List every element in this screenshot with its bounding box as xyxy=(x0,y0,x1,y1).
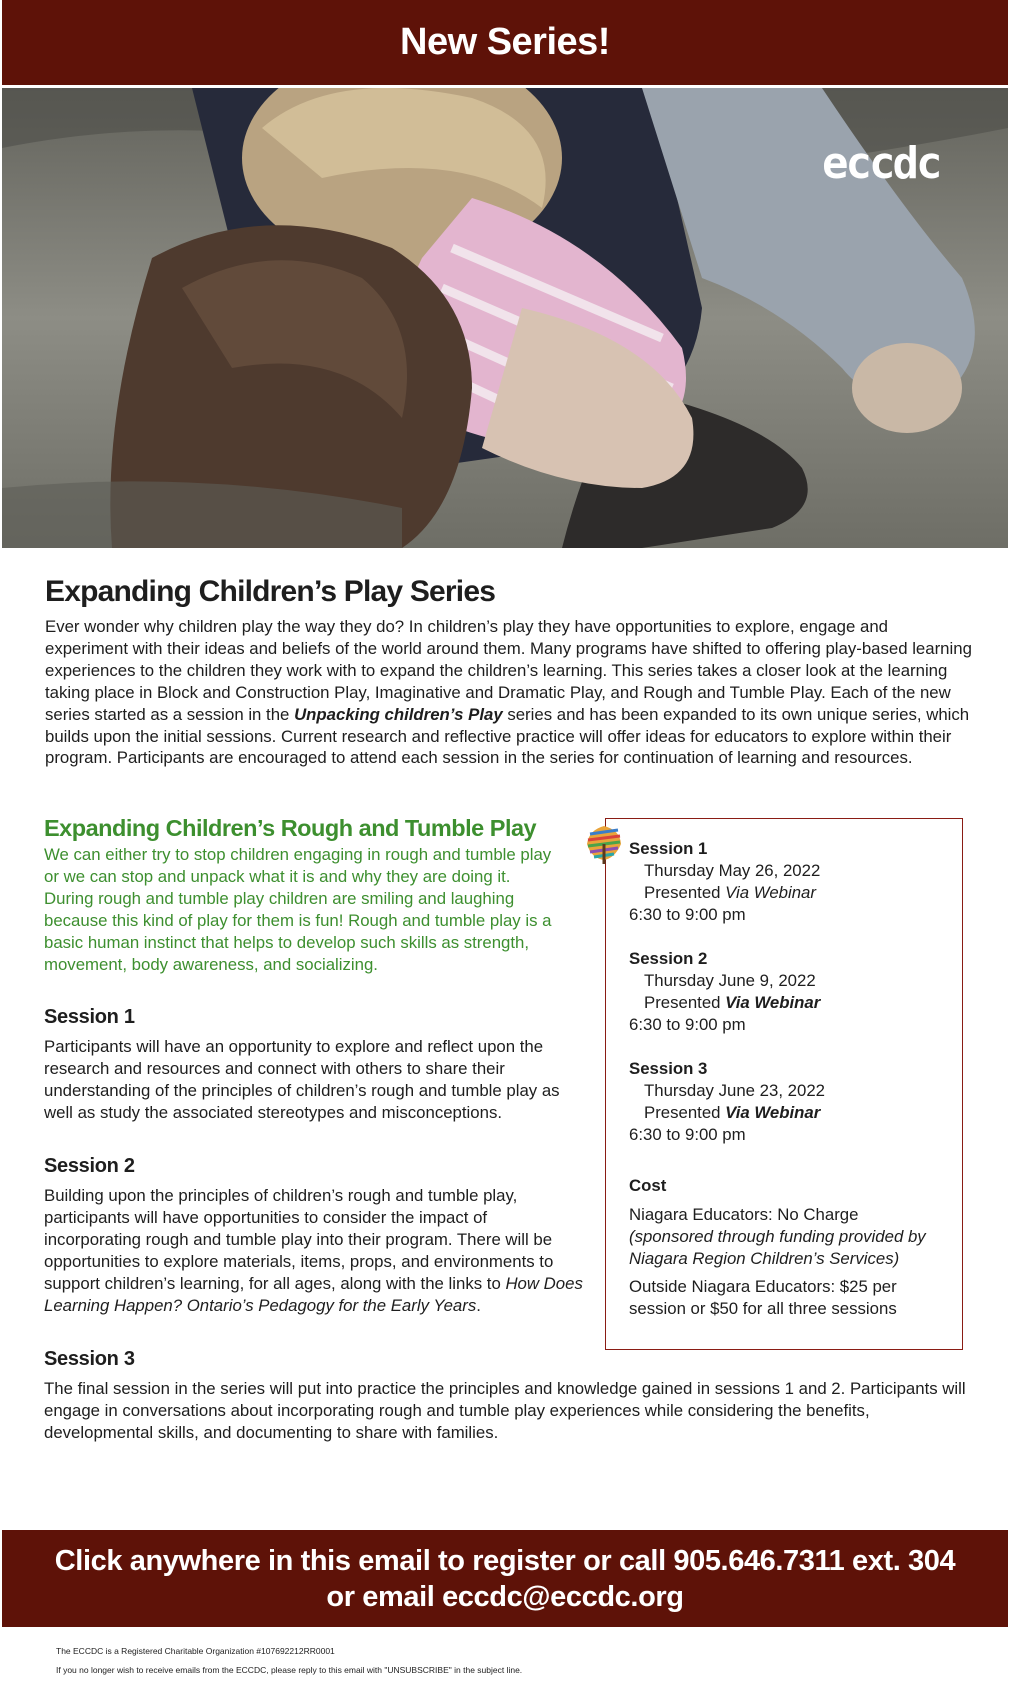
schedule-session-2-time: 6:30 to 9:00 pm xyxy=(629,1015,746,1034)
schedule-session-1-time: 6:30 to 9:00 pm xyxy=(629,905,746,924)
schedule-session-2-presented-label: Presented xyxy=(644,993,721,1012)
schedule-session-1-presented xyxy=(644,882,816,904)
schedule-session-1-via: Via Webinar xyxy=(725,883,816,902)
intro-paragraph xyxy=(45,616,975,769)
session-2-emphasis: How Does Learning Happen? Ontario’s Pedagogy for the Early Years xyxy=(44,1273,583,1315)
session-1-heading: Session 1 xyxy=(44,1006,135,1028)
schedule-session-3-time: 6:30 to 9:00 pm xyxy=(629,1125,746,1144)
tree-icon xyxy=(585,824,623,864)
schedule-session-1-heading: Session 1 xyxy=(629,839,708,858)
cta-line-2[interactable]: or email eccdc@eccdc.org xyxy=(326,1580,684,1613)
session-2-text-after: . xyxy=(476,1295,481,1315)
intro-emphasis: Unpacking children’s Play xyxy=(294,704,503,724)
schedule-session-3-date: Thursday June 23, 2022 xyxy=(644,1081,825,1100)
register-cta-banner[interactable] xyxy=(2,1530,1008,1627)
schedule-session-3-heading: Session 3 xyxy=(629,1059,708,1078)
schedule-session-2-date: Thursday June 9, 2022 xyxy=(644,971,816,990)
unsubscribe-notice: If you no longer wish to receive emails from the ECCDC, please reply to this email with "UNSUBSCRIBE" in the subject line. xyxy=(56,1665,523,1675)
cost-heading: Cost xyxy=(629,1176,667,1195)
schedule-session-3-via: Via Webinar xyxy=(725,1103,821,1122)
session-3-text: The final session in the series will put into practice the principles and knowledge gained in sessions 1 and 2. Participants will engage in conversations about incorporating rough and tumble play experiences while considering the benefits, developmental skills, and documenting to share with families. xyxy=(44,1379,966,1442)
rough-tumble-title: Expanding Children’s Rough and Tumble Play xyxy=(44,815,537,841)
page-title: Expanding Children’s Play Series xyxy=(45,575,496,608)
cost-sponsor: (sponsored through funding provided by Niagara Region Children’s Services) xyxy=(629,1227,926,1268)
top-banner[interactable] xyxy=(2,0,1008,85)
cost-outside: Outside Niagara Educators: $25 per session or $50 for all three sessions xyxy=(629,1277,897,1318)
schedule-session-1-date: Thursday May 26, 2022 xyxy=(644,861,821,880)
rough-tumble-text: We can either try to stop children engaging in rough and tumble play or we can stop and unpack what it is and why they are doing it. During rough and tumble play children are smiling and laughing because this kind of play for them is fun! Rough and tumble play is a basic human instinct that helps to develop such skills as strength, movement, body awareness, and socializing. xyxy=(44,845,552,974)
session-3-heading: Session 3 xyxy=(44,1348,135,1370)
hero-photo xyxy=(2,88,1008,548)
schedule-session-1-presented-label: Presented xyxy=(644,883,721,902)
schedule-session-3-presented-label: Presented xyxy=(644,1103,721,1122)
cost-niagara: Niagara Educators: No Charge xyxy=(629,1205,859,1224)
cta-line-1[interactable]: Click anywhere in this email to register or call 905.646.7311 ext. 304 xyxy=(54,1544,956,1577)
session-2-text-before: Building upon the principles of children’s rough and tumble play, participants will have opportunities to consider the impact of incorporating rough and tumble play into their program. There will be opportunities to explore materials, items, props, and environments to support children’s learning, for all ages, along with the links to xyxy=(44,1186,554,1293)
session-1-text: Participants will have an opportunity to explore and reflect upon the research and resources and connect with others to share their understanding of the principles of children’s rough and tumble play as well as study the associated stereotypes and misconceptions. xyxy=(44,1037,560,1122)
charity-notice: The ECCDC is a Registered Charitable Organization #107692212RR0001 xyxy=(56,1646,335,1656)
intro-text-after: series and has been expanded to its own unique series, which builds upon the initial sessions. Current research and reflective practice will offer ideas for educators to explore within their program. Participants are encouraged to attend each session in the series for continuation of learning and resources. xyxy=(45,704,970,768)
session-2-text xyxy=(44,1185,584,1316)
schedule-session-3-presented xyxy=(644,1102,820,1124)
eccdc-logo: eccdc xyxy=(822,138,940,189)
session-2-heading: Session 2 xyxy=(44,1155,135,1177)
intro-text-before: Ever wonder why children play the way they do? In children’s play they have opportunities to explore, engage and experiment with their ideas and beliefs of the world around them. Many programs have shifted to offering play-based learning experiences to the children they work with to expand the children’s learning. This series takes a closer look at the learning taking place in Block and Construction Play, Imaginative and Dramatic Play, and Rough and Tumble Play. Each of the new series started as a session in the xyxy=(45,617,972,724)
banner-title: New Series! xyxy=(400,21,610,63)
schedule-session-2-heading: Session 2 xyxy=(629,949,708,968)
schedule-session-2-via: Via Webinar xyxy=(725,993,821,1012)
schedule-session-2-presented xyxy=(644,992,820,1014)
